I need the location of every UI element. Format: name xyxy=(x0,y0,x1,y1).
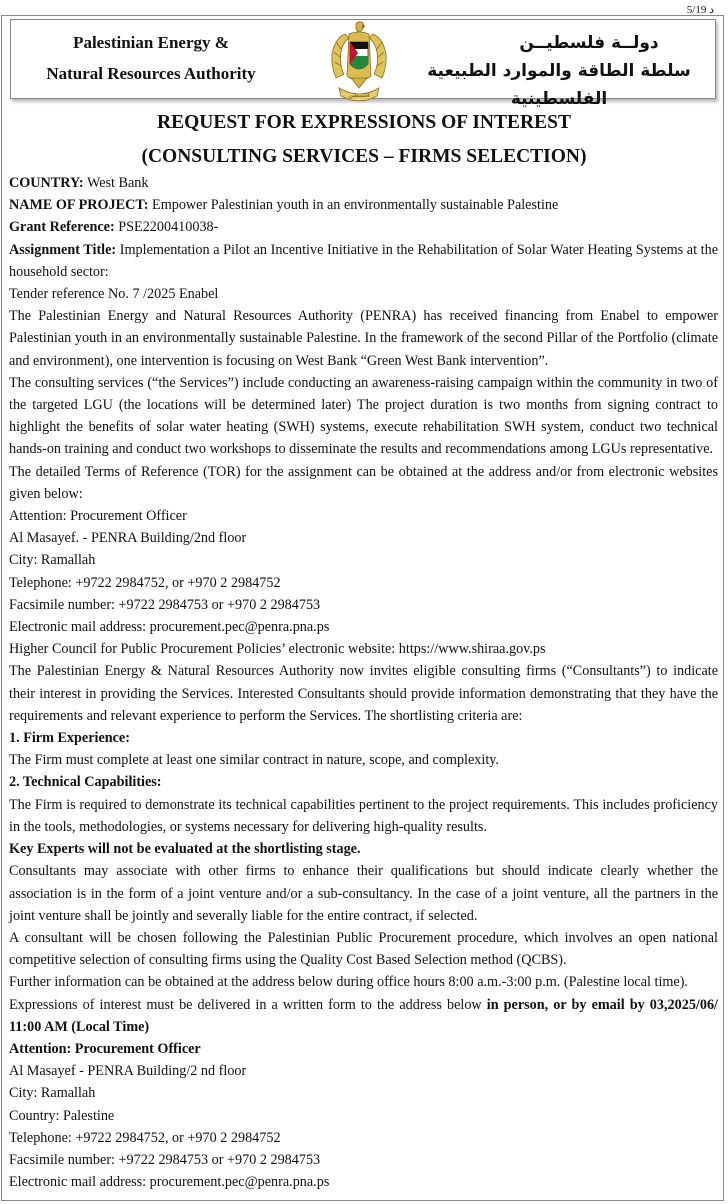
contact2-city: City: Ramallah xyxy=(9,1085,96,1102)
contact1-attention: Attention: Procurement Officer xyxy=(9,508,187,525)
key-experts-note: Key Experts will not be evaluated at the shortlisting stage. xyxy=(9,841,361,858)
paragraph-office-hours: Further information can be obtained at the address below during office hours 8:00 a.m.-3:00 p.m. (Palestine local time). xyxy=(9,974,688,991)
notice-body xyxy=(9,172,718,1193)
letterhead xyxy=(10,19,716,109)
paragraph-deadline xyxy=(9,994,718,1038)
paragraph-tor: The detailed Terms of Reference (TOR) for the assignment can be obtained at the address and/or from electronic websites given below: xyxy=(9,463,718,502)
project-value: Empower Palestinian youth in an environmentally sustainable Palestine xyxy=(148,197,559,214)
contact1-email: Electronic mail address: procurement.pec@penra.pna.ps xyxy=(9,619,330,636)
country-line xyxy=(9,172,718,194)
paragraph-financing: The Palestinian Energy and Natural Resources Authority (PENRA) has received financing from Enabel to empower Palestinian youth in an environmentally sustainable Palestine. In the framework of the second Pillar of the Portfolio (climate and environment), one intervention is focusing on West Bank “Green West Bank intervention”. xyxy=(9,308,718,369)
contact2-address: Al Masayef - PENRA Building/2 nd floor xyxy=(9,1063,247,1080)
grant-line xyxy=(9,216,718,238)
project-label: NAME OF PROJECT: xyxy=(9,197,149,214)
authority-name-line1: Palestinian Energy & xyxy=(73,33,229,52)
contact2-country: Country: Palestine xyxy=(9,1107,115,1124)
project-line xyxy=(9,194,718,216)
paragraph-selection: A consultant will be chosen following the Palestinian Public Procurement procedure, which involves an open national competitive selection of consulting firms using the Quality Cost Based Selection method (QCBS). xyxy=(9,929,718,969)
contact2-attention: Attention: Procurement Officer xyxy=(9,1040,201,1057)
grant-value: PSE2200410038- xyxy=(114,219,219,236)
criteria1-text: The Firm must complete at least one similar contract in nature, scope, and complexity. xyxy=(9,752,499,769)
assignment-line xyxy=(9,239,718,283)
title-line1: REQUEST FOR EXPRESSIONS OF INTEREST xyxy=(157,112,571,133)
deadline-text: Expressions of interest must be delivered in a written form to the address below xyxy=(9,996,487,1013)
contact1-telephone: Telephone: +9722 2984752, or +970 2 2984752 xyxy=(9,574,281,591)
authority-name-arabic xyxy=(409,29,709,113)
emblem-scroll-text: فلسطين xyxy=(348,92,370,99)
contact1-address: Al Masayef. - PENRA Building/2nd floor xyxy=(9,530,247,547)
criteria1-heading: 1. Firm Experience: xyxy=(9,730,130,747)
contact2-email: Electronic mail address: procurement.pec@penra.pna.ps xyxy=(9,1174,330,1191)
authority-name-english xyxy=(11,27,291,89)
tender-reference: Tender reference No. 7 /2025 Enabel xyxy=(9,286,219,303)
arabic-name-line1: دولــة فلسطيــن xyxy=(519,33,659,53)
paragraph-association: Consultants may associate with other firms to enhance their qualifications but should indicate clearly whether the association is in the form of a joint venture and/or a sub-consultancy. In the case of a joint venture, all the partners in the joint venture shall be jointly and severally liable for the entire contract, if selected. xyxy=(9,863,718,924)
contact1-city: City: Ramallah xyxy=(9,552,96,569)
eagle-emblem-icon xyxy=(327,20,391,102)
criteria2-heading: 2. Technical Capabilities: xyxy=(9,774,162,791)
criteria2-text: The Firm is required to demonstrate its technical capabilities pertinent to the project requirements. This includes proficiency in the tools, methodologies, or systems necessary for delivering high-quality results. xyxy=(9,796,718,835)
arabic-name-line2: سلطة الطاقة والموارد الطبيعية الفلسطينية xyxy=(427,61,691,109)
grant-label: Grant Reference: xyxy=(9,219,115,236)
authority-name-line2: Natural Resources Authority xyxy=(46,64,256,83)
assignment-value: Implementation a Pilot an Incentive Initiative in the Rehabilitation of Solar Water Heating Systems at the household sector: xyxy=(9,241,718,280)
title-line2: (CONSULTING SERVICES – FIRMS SELECTION) xyxy=(141,146,587,167)
deadline-bold: in person, or by email by 03,2025/06/ 11:00 AM (Local Time) xyxy=(9,996,718,1035)
contact1-website: Higher Council for Public Procurement Policies’ electronic website: https://www.shiraa.gov.ps xyxy=(9,641,546,658)
country-value: West Bank xyxy=(83,175,149,191)
assignment-label: Assignment Title: xyxy=(9,241,117,258)
paragraph-invitation: The Palestinian Energy & Natural Resources Authority now invites eligible consulting firms (“Consultants”) to indicate their interest in providing the Services. Interested Consultants should provide information demonstrating that they have the requirements and relevant experience to perform the Services. The shortlisting criteria are: xyxy=(9,663,718,724)
paragraph-services: The consulting services (“the Services”) include conducting an awareness-raising campaign within the community in two of the targeted LGU (the locations will be determined later) The project duration is two months from signing contract to highlight the benefits of solar water heating (SWH) systems, execute rehabilitation SWH system, conduct two technical hands-on training and conduct two workshops to disseminate the results and recommendations among LGUs representative. xyxy=(9,374,718,458)
country-label: COUNTRY: xyxy=(9,175,84,191)
contact1-fax: Facsimile number: +9722 2984753 or +970 2 2984753 xyxy=(9,596,321,613)
contact2-fax: Facsimile number: +9722 2984753 or +970 2 2984753 xyxy=(9,1151,321,1168)
contact2-telephone: Telephone: +9722 2984752, or +970 2 2984752 xyxy=(9,1129,281,1146)
page-reference: 5/19 د xyxy=(686,4,714,16)
